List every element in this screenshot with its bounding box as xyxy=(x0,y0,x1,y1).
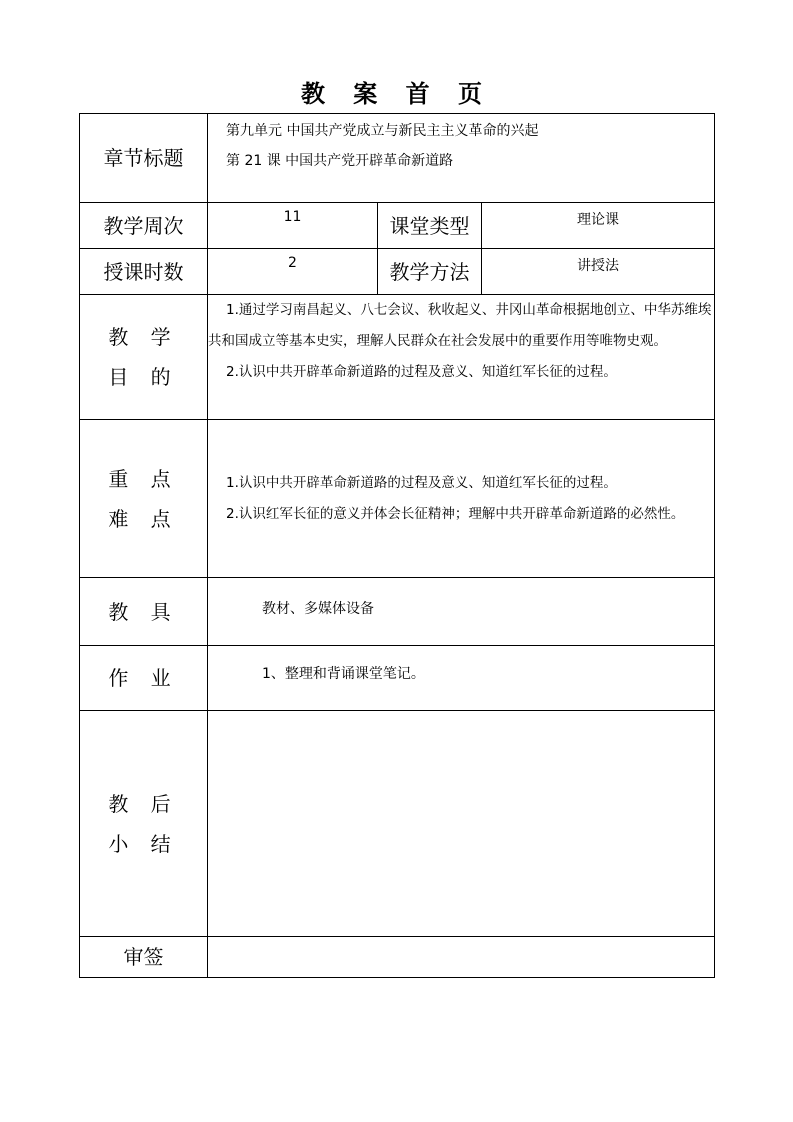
keypoints-item-1: 1.认识中共开辟革命新道路的过程及意义、知道红军长征的过程。 xyxy=(226,474,617,491)
objectives-row xyxy=(80,295,715,420)
objectives-label xyxy=(80,295,208,420)
homework-label: 作 业 xyxy=(80,646,208,711)
keypoints-label-line1: 重 点 xyxy=(108,466,179,491)
keypoints-item-2: 2.认识红军长征的意义并体会长征精神；理解中共开辟革命新道路的必然性。 xyxy=(226,505,685,522)
hours-value[interactable]: 2 xyxy=(208,249,378,295)
objectives-cell[interactable] xyxy=(208,295,715,420)
week-row xyxy=(80,203,715,249)
week-value[interactable]: 11 xyxy=(208,203,378,249)
summary-label-line2: 小 结 xyxy=(108,831,179,856)
keypoints-row xyxy=(80,420,715,578)
review-row xyxy=(80,937,715,978)
lesson-plan-table xyxy=(79,113,715,978)
chapter-cell[interactable] xyxy=(208,114,715,203)
chapter-label: 章节标题 xyxy=(80,114,208,203)
objectives-label-line2: 目 的 xyxy=(108,365,179,389)
homework-row xyxy=(80,646,715,711)
objectives-label-line1: 教 学 xyxy=(108,325,179,349)
tools-row xyxy=(80,578,715,646)
summary-label xyxy=(80,711,208,937)
method-value[interactable]: 讲授法 xyxy=(482,249,715,295)
keypoints-label-line2: 难 点 xyxy=(108,506,179,531)
chapter-line2: 第 21 课 中国共产党开辟革命新道路 xyxy=(226,153,454,169)
class-type-label: 课堂类型 xyxy=(378,203,482,249)
summary-label-line1: 教 后 xyxy=(108,791,179,816)
class-type-value[interactable]: 理论课 xyxy=(482,203,715,249)
summary-row xyxy=(80,711,715,937)
page-title: 教 案 首 页 xyxy=(300,80,493,108)
keypoints-cell[interactable] xyxy=(208,420,715,578)
chapter-row xyxy=(80,114,715,203)
keypoints-label xyxy=(80,420,208,578)
review-label: 审签 xyxy=(80,937,208,978)
objectives-item-2: 2.认识中共开辟革命新道路的过程及意义、知道红军长征的过程。 xyxy=(226,364,617,380)
review-value[interactable] xyxy=(208,937,715,978)
summary-value[interactable] xyxy=(208,711,715,937)
chapter-line1: 第九单元 中国共产党成立与新民主主义革命的兴起 xyxy=(226,123,539,139)
homework-value[interactable]: 1、整理和背诵课堂笔记。 xyxy=(208,646,715,711)
method-label: 教学方法 xyxy=(378,249,482,295)
tools-value[interactable]: 教材、多媒体设备 xyxy=(208,578,715,646)
tools-label: 教 具 xyxy=(80,578,208,646)
week-label: 教学周次 xyxy=(80,203,208,249)
hours-label: 授课时数 xyxy=(80,249,208,295)
objectives-item-1: 1.通过学习南昌起义、八七会议、秋收起义、井冈山革命根据地创立、中华苏维埃共和国成立等基本史实，理解人民群众在社会发展中的重要作用等唯物史观。 xyxy=(208,302,712,349)
hours-row xyxy=(80,249,715,295)
